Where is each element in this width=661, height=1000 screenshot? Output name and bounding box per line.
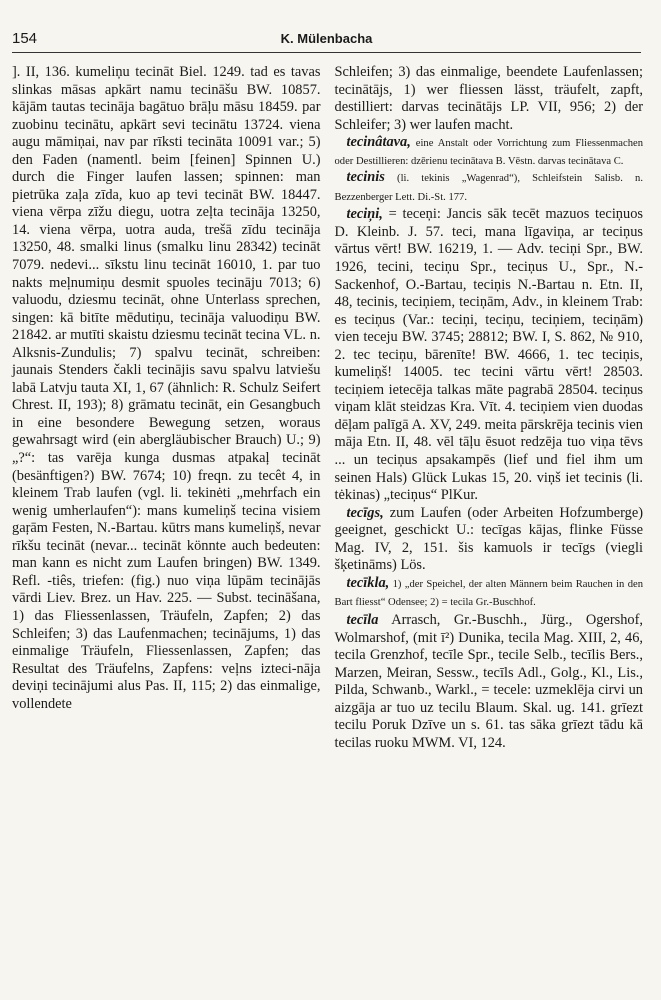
- entry-headword: teciņi,: [346, 206, 383, 223]
- entry-body: 1) „der Speichel, der alten Männern beim Rauchen in den Bart fliesst“ Odensee; 2) = tecila Gr.-Buschhof.: [334, 578, 643, 609]
- entry-body: eine Anstalt oder Vorrichtung zum Fliessenmachen oder Destillieren: dzērienu tecinātava B. Vēstn. darvas tecinātava C.: [334, 138, 643, 167]
- entry-tecinis: [335, 169, 644, 206]
- entry-body: = teceņi: Jancis sāk tecēt mazuos teciņuos D. Kleinb. J. 57. teci, mana līgaviņa, ar teciņus vārtus vērt! BW. 16219, 1. — Adv. teciņi Spr., BW. 1926, tecini, teciņu Spr., teciņus U., Spr., N.-Sackenhof, O.-Bartau, teciņis N.-Bartau n. Etn. II, 48, tecinis, teciņiem, teciņām, Adv., in kleinem Trab: es teciņus (Var.: teciņi, teciņu, teciņiem, teciņām) vien teceju BW. 3745; 28812; BW. I, S. 862, № 910, 2. tec teciņu, bārenīte! BW. 4666, 1. tec teciņis, kumeliņš! 14005. tec tecini vārtu vērt! 28503. teciņiem ietecēja talkas māte pagrabā 28504. teciņus viņam klāt steidzas Kra. Vīt. 4. teciņiem vien duodas dēļam palīgā A. XV, 249. meita pārskrēja tecinis vien māja Etn. II, 48. vēl tāļu ēsuot redzēja tuo viņa tēvs ... un teciņus apsakampēs (lief und fiel ihm um seinen Hals) Glück Lukas 15, 20. viņš iet tecinis (li. tėkinas) „teciņus“ PlKur.: [334, 206, 643, 504]
- entry-headword: tecīla: [346, 611, 379, 628]
- entry-tecinatava: [335, 134, 644, 169]
- entry-body: zum Laufen (oder Arbeiten Hofzumberge) geeignet, geschickt U.: tecīgas kājas, flinke Füsse Mag. IV, 2, 151. šis kamuols ir tecīgs (viegli šķetināms) Lös.: [334, 504, 643, 574]
- entry-tecini: [335, 206, 644, 504]
- entry-headword: tecinâtava,: [346, 134, 411, 151]
- text-columns: [12, 64, 643, 992]
- entry-headword: tecinis: [346, 169, 385, 186]
- entry-teclkla: [335, 575, 644, 612]
- right-column: [335, 64, 644, 992]
- running-head: K. Mülenbacha: [280, 31, 373, 46]
- entry-continuation: Schleifen; 3) das einmalige, beendete Laufenlassen; tecinātājs, 1) wer fliessen lässt, träufelt, zapft, destilliert: darvas tecinātājs LP. VII, 956; 2) der Schleifer; 3) wer laufen macht.: [334, 64, 643, 133]
- page-number: 154: [12, 30, 38, 47]
- entry-tecila: [335, 612, 644, 752]
- entry-headword: tecīkla,: [346, 574, 390, 591]
- entry-tecigs: [335, 505, 644, 575]
- left-column: [12, 64, 321, 992]
- entry-body: (li. tekinis „Wagenrad“), Schleifstein Salisb. n. Bezzenberger Lett. Di.-St. 177.: [334, 173, 643, 203]
- entry-body: Arrasch, Gr.-Buschh., Jürg., Ogershof, Wolmarshof, (mit ī²) Dunika, tecila Mag. XIII, 2, 46, tecila Grenzhof, tecīle Spr., tecile Selb., tecīlis Bers., Marzen, Meiran, Sessw., tecīls Adl., Golg., Kl., Lis., Pilda, Schwanb., Warkl., = tecele: uzmeklēja cirvi un aizgāja ar tuo uz tecilu Blaum. Skal. ug. 141. grīezt tecilu Poruk Dzīve un s. 61. tas sāka grīezt tādu kā tecilas ruoku MWM. VI, 124.: [334, 611, 643, 751]
- entry-headword: tecīgs,: [346, 504, 384, 521]
- page-header: [12, 30, 641, 53]
- left-column-text: ]. II, 136. kumeliņu tecināt Biel. 1249. tad es tavas slinkas māsas apkārt namu tecināšu BW. 10857. kājām tautas tecināja bagātuo brāļu māsu 18459. par zuobinu tecinātu, apkārt sevi tecinātu 13724. viena augu māmiņai, nav par rīksti tecināta 10091 var.; 5) den Faden (namentl. beim [feinen] Spinnen U.) durch die Finger laufen lassen; spinnen: man pietrūka zaļa zīda, kuo ap tevi tecināt BW. 18447. viena vērpa zīžu diegu, uotra zeļta tecināja 13250, 14. viena vērpa, uotra auda, trešā zīdu tecināja 13250, 48. smalki linus (smalku linu 28342) tecināt 7079. nedevi... sīkstu linu tecināt 16010, 1. par tuo nakts meļnumiņu desmit spuoles tecināju 7013; 6) valuodu, dziesmu tecināt, ohne Unterlass sprechen, singen: kā bitīte mēdutiņu, tecināja valuodiņu BW. 21842. ar mutīti skaistu dziesmu tecināt tecina VL. n. Alksnis-Zundulis; 7) spalvu tecināt, schreiben: jaunais Stenders čakli tecinājis savu spalvu latviešu labā Latvju tauta XI, 1, 67 (ähnlich: R. Schulz Seifert Chrest. II, 193); 8) grāmatu tecināt, ein Gesangbuch in eine besondere Bewegung setzen, woraus gewahrsagt wird (ein abergläubischer Brauch) U.; 9) „?“: tas varēja kunga dusmas atpakaļ tecināt (besänftigen?) BW. 7674; 10) freqn. zu tecêt 4, in kleinem Trab laufen (vgl. li. tekinėti „mehrfach ein wenig umherlaufen“): mans kumeliņš tecina visiem gaŗām Festen, N.-Bartau. kūtrs mans kumeliņš, nevar rīkšu tecināt (nevar... tecināt könnte auch bedeuten: man kann es nicht zum Laufen bringen) BW. 1349. Refl. -tiês, triefen: (fig.) nuo viņa lūpām tecinājās vārdi Liev. Brez. un Hav. 225. — Subst. tecināšana, 1) das Fliessenlassen, Träufeln, Zapfen; 2) das Schleifen; 3) das Laufenmachen; tecinājums, 1) das einmalige Träufeln, Fliessenlassen, Zapfen; das Resultat des Träufelns, Zapfens: veļns izteci-nāja deviņi tecinājumi alus Pas. II, 115; 2) das einmalige, vollendete: [12, 64, 321, 712]
